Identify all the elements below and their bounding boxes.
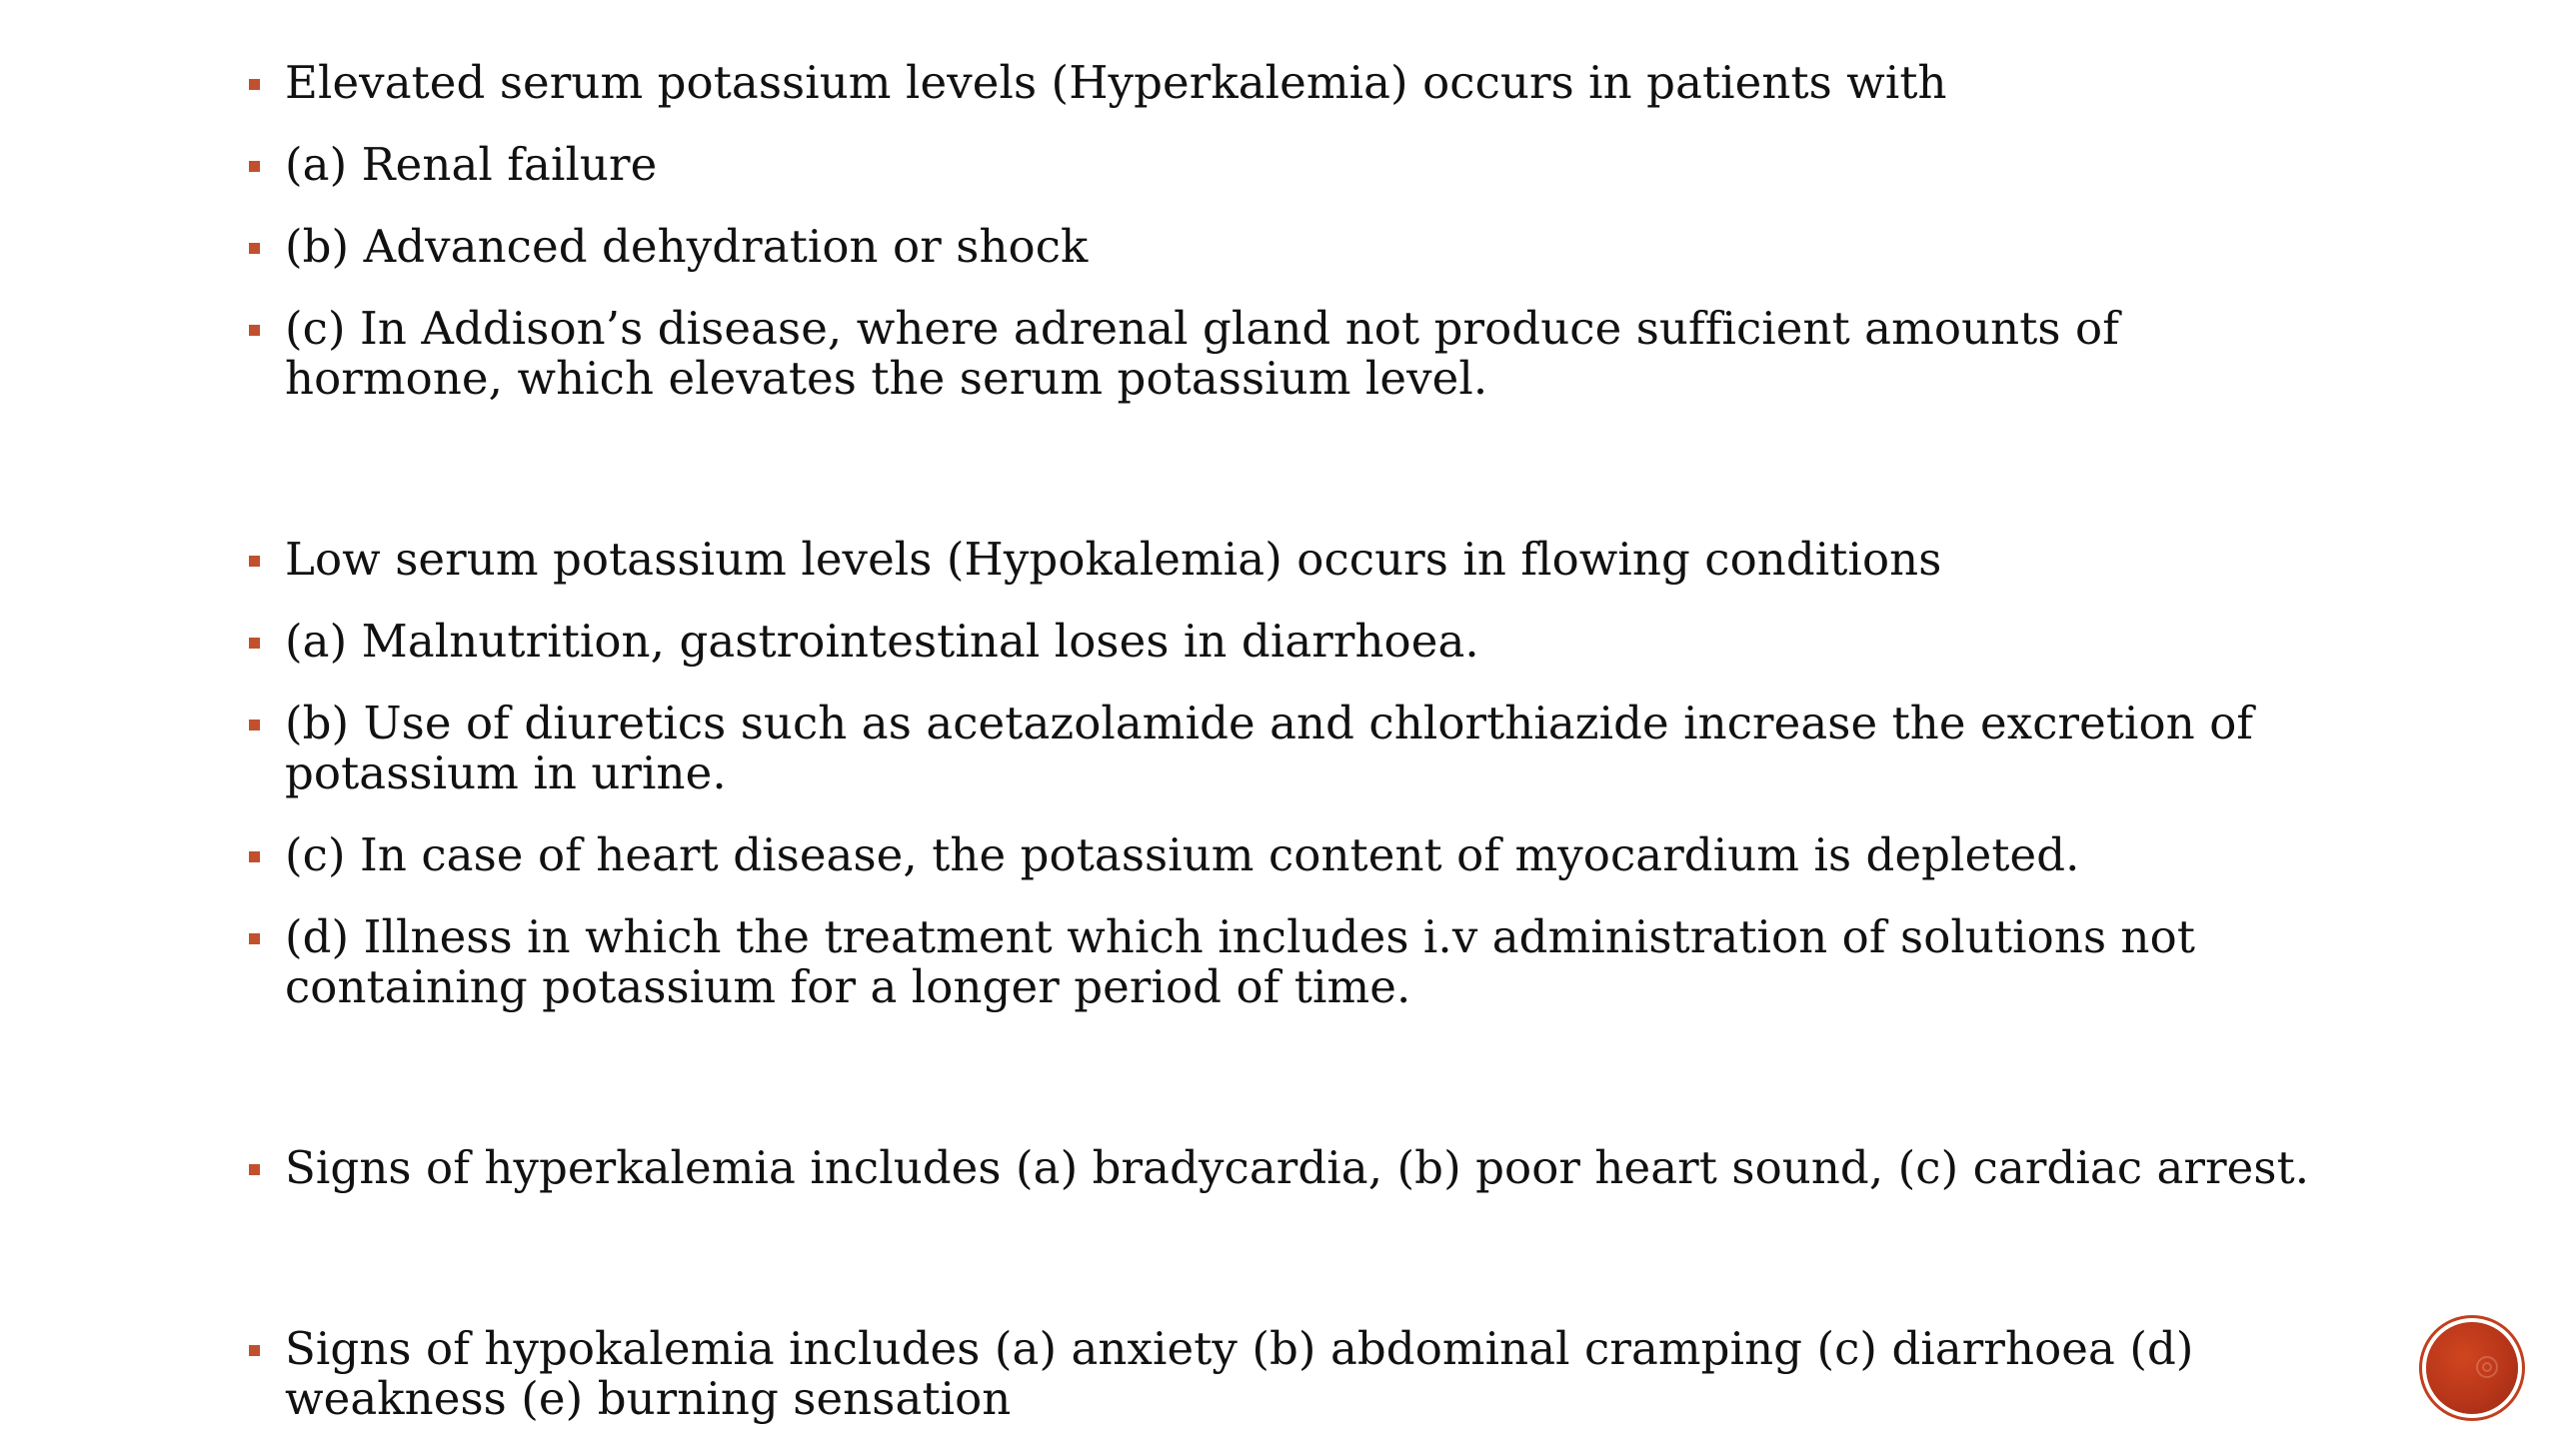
bullet-text: (b) Use of diuretics such as acetazolamide and chlorthiazide increase the excretion of potassium in urine. [285,697,2254,799]
square-bullet-icon [249,243,260,254]
bullet-item [285,1143,2334,1193]
bullet-text: Low serum potassium levels (Hypokalemia) occurs in flowing conditions [285,533,1942,586]
bullet-item [285,535,2334,585]
square-bullet-icon [249,161,260,172]
square-bullet-icon [249,556,260,567]
bullet-text: (a) Malnutrition, gastrointestinal loses in diarrhoea. [285,615,1479,668]
bullet-item [285,830,2334,880]
bullet-text: Signs of hyperkalemia includes (a) bradycardia, (b) poor heart sound, (c) cardiac arrest. [285,1141,2310,1194]
square-bullet-icon [249,851,260,862]
bullet-text: (b) Advanced dehydration or shock [285,220,1089,273]
bullet-item [285,1324,2334,1424]
bullet-item [285,699,2334,798]
bullet-text: Signs of hypokalemia includes (a) anxiety (b) abdominal cramping (c) diarrhoea (d) weakness (e) burning sensation [285,1322,2194,1425]
bullet-text: (d) Illness in which the treatment which includes i.v administration of solutions not containing potassium for a longer period of time. [285,910,2196,1013]
square-bullet-icon [249,720,260,730]
square-bullet-icon [249,638,260,649]
bullet-text: (a) Renal failure [285,138,658,191]
bullet-item [285,222,2334,272]
bullet-text: (c) In case of heart disease, the potassium content of myocardium is depleted. [285,828,2080,881]
square-bullet-icon [249,79,260,90]
next-slide-circle-icon [2472,1352,2502,1382]
bullet-text: Elevated serum potassium levels (Hyperkalemia) occurs in patients with [285,56,1947,109]
bullet-list [285,58,2334,1456]
square-bullet-icon [249,1345,260,1356]
bullet-item [285,304,2334,404]
bullet-item [285,58,2334,108]
square-bullet-icon [249,325,260,336]
next-slide-button[interactable] [2426,1322,2518,1414]
bullet-item [285,140,2334,190]
bullet-item [285,912,2334,1012]
square-bullet-icon [249,933,260,944]
bullet-text: (c) In Addison’s disease, where adrenal gland not produce sufficient amounts of hormone, which elevates the serum potassium level. [285,302,2119,405]
square-bullet-icon [249,1164,260,1175]
bullet-item [285,617,2334,667]
